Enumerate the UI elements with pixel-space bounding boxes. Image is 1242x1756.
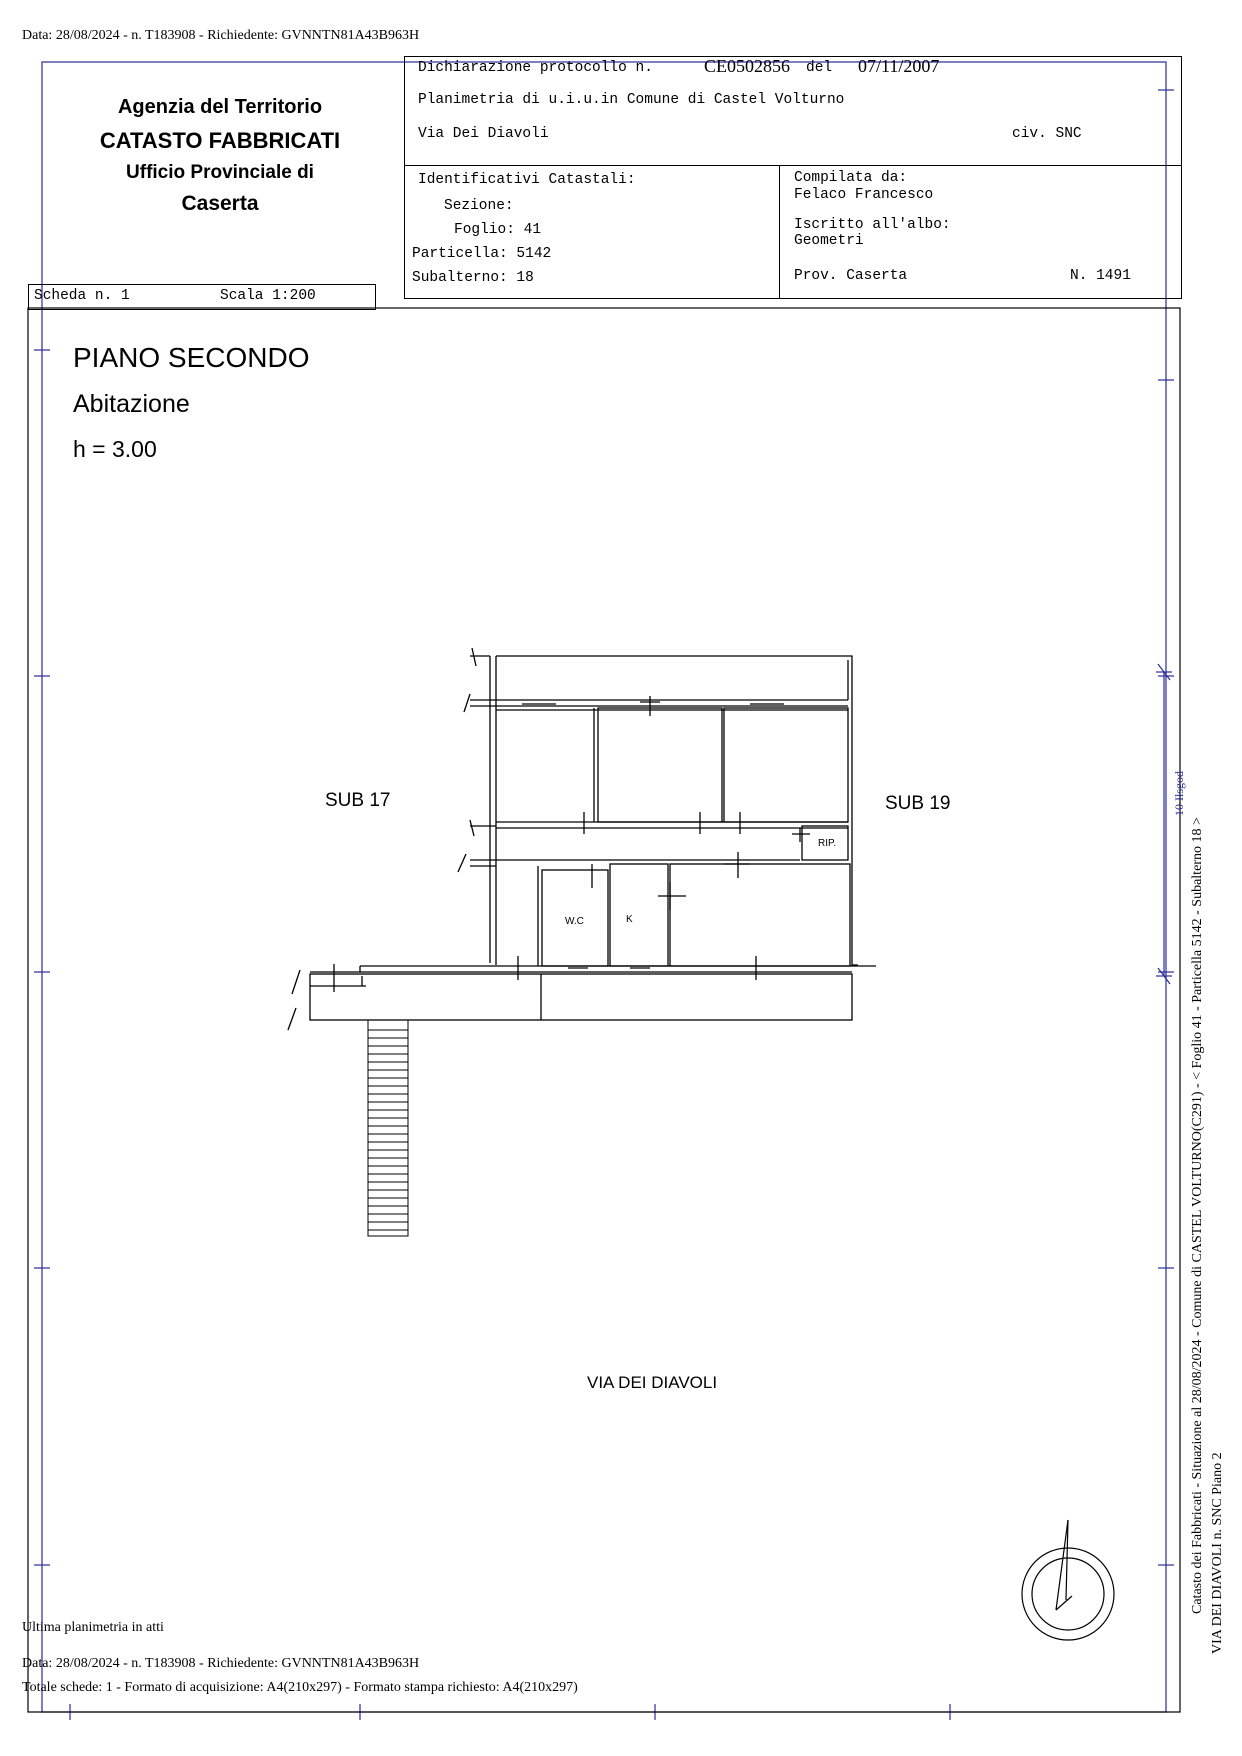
blue-frame xyxy=(34,62,1174,1720)
scheda-number: Scheda n. 1 xyxy=(34,288,130,304)
footer-schede-line: Totale schede: 1 - Formato di acquisizione: A4(210x297) - Formato stampa richiesto: A4(210x297) xyxy=(22,1680,578,1695)
scala: Scala 1:200 xyxy=(220,288,316,304)
ufficio-city: Caserta xyxy=(181,192,259,215)
subalterno: Subalterno: 18 xyxy=(412,270,534,286)
compilata-name: Felaco Francesco xyxy=(794,187,934,203)
catasto-title: CATASTO FABBRICATI xyxy=(99,128,341,153)
provincia: Prov. Caserta xyxy=(794,268,908,284)
agency-name: Agenzia del Territorio xyxy=(117,96,323,118)
inner-border xyxy=(28,308,1180,1712)
ultima-planimetria: Ultima planimetria in atti xyxy=(22,1620,164,1635)
sub-17-label: SUB 17 xyxy=(325,790,391,811)
albo-name: Geometri xyxy=(794,233,864,249)
civ-number: civ. SNC xyxy=(1012,126,1082,142)
unit-type: Abitazione xyxy=(73,390,190,418)
side-address-text: VIA DEI DIAVOLI n. SNC Piano 2 xyxy=(1210,1452,1225,1654)
ufficio-label: Ufficio Provinciale di xyxy=(126,162,314,183)
north-arrow-icon xyxy=(1022,1520,1114,1640)
footer-data-line: Data: 28/08/2024 - n. T183908 - Richiedente: GVNNTN81A43B963H xyxy=(22,1656,420,1671)
wc-label: W.C xyxy=(565,916,584,927)
address-line: Via Dei Diavoli xyxy=(418,126,549,142)
staircase xyxy=(368,1020,408,1236)
sezione: Sezione: xyxy=(444,198,514,214)
planimetria-line: Planimetria di u.i.u.in Comune di Castel Volturno xyxy=(418,92,845,108)
top-data-line: Data: 28/08/2024 - n. T183908 - Richiedente: GVNNTN81A43B963H xyxy=(22,28,420,43)
iscritto-label: Iscritto all'albo: xyxy=(794,217,951,233)
protocol-del: del xyxy=(806,60,833,76)
foglio: Foglio: 41 xyxy=(454,222,542,238)
ceiling-height: h = 3.00 xyxy=(73,436,157,462)
compilata-label: Compilata da: xyxy=(794,170,908,186)
albo-number: N. 1491 xyxy=(1070,268,1131,284)
sub-19-label: SUB 19 xyxy=(885,793,951,814)
identificativi-title: Identificativi Catastali: xyxy=(418,172,636,188)
floor-plan xyxy=(288,648,876,1030)
street-label: VIA DEI DIAVOLI xyxy=(587,1373,718,1392)
rip-label: RIP. xyxy=(818,838,837,849)
protocol-label: Dichiarazione protocollo n. xyxy=(418,60,653,76)
side-mark: 10 Ilsgod xyxy=(1172,771,1186,816)
side-situazione-text: Catasto dei Fabbricati - Situazione al 28/08/2024 - Comune di CASTEL VOLTURNO(C291) - < Foglio 41 - Particella 5142 - Subalterno 18 > xyxy=(1190,817,1205,1614)
particella: Particella: 5142 xyxy=(412,246,552,262)
floor-title: PIANO SECONDO xyxy=(73,342,310,373)
protocol-number: CE0502856 xyxy=(704,56,791,76)
protocol-date: 07/11/2007 xyxy=(858,56,940,76)
kitchen-label: K xyxy=(626,914,633,925)
